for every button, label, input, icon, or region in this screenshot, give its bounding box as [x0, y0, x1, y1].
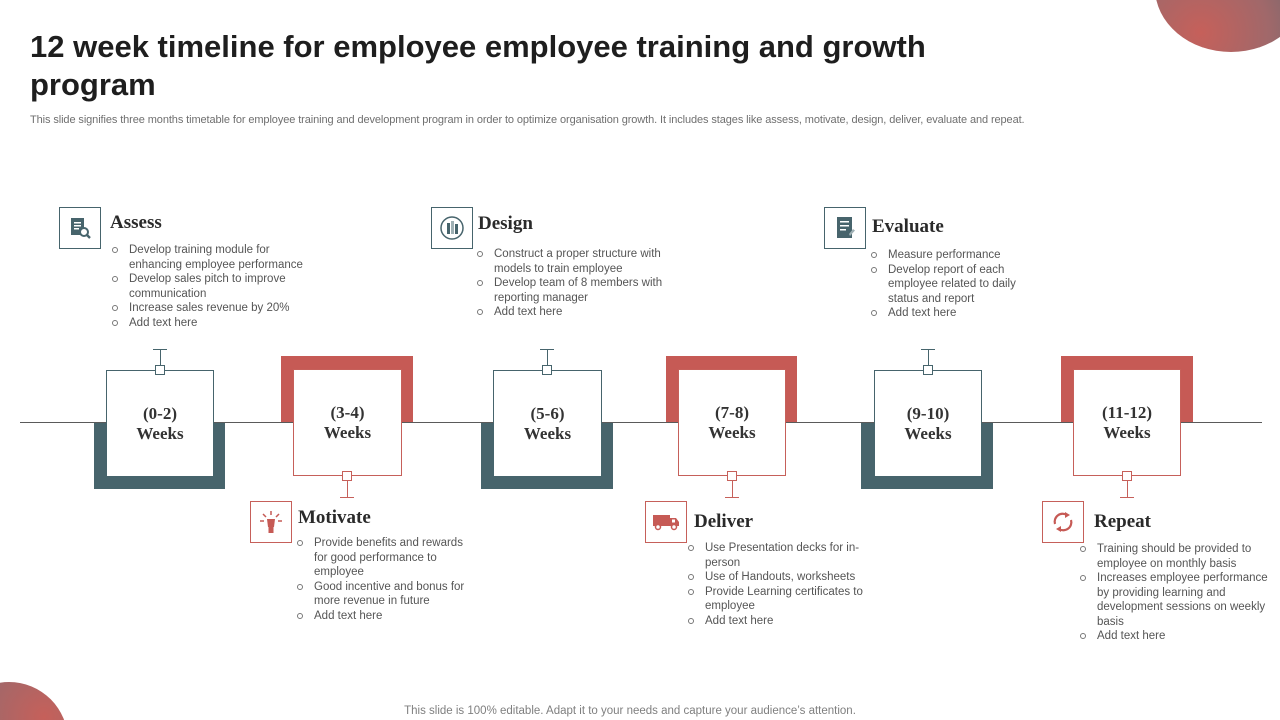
connector-knob	[155, 365, 165, 375]
stage-title-evaluate: Evaluate	[872, 216, 944, 237]
list-item: Add text here	[1079, 629, 1269, 644]
list-item: Training should be provided to employee on monthly basis	[1079, 542, 1269, 571]
assess-icon-box	[59, 207, 101, 249]
week-range: (11-12)	[1101, 402, 1153, 422]
list-item: Add text here	[111, 316, 321, 331]
list-item: Increases employee performance by providing learning and development sessions on weekly basis	[1079, 571, 1269, 629]
stage-title-motivate: Motivate	[298, 507, 371, 528]
week-box-2	[293, 369, 402, 476]
connector-knob	[542, 365, 552, 375]
list-item: Develop report of each employee related to daily status and report	[870, 263, 1040, 307]
design-tools-icon	[439, 215, 465, 241]
connector-stem	[160, 349, 161, 366]
connector-knob	[727, 471, 737, 481]
raised-hand-icon	[258, 509, 284, 535]
week-range: (9-10)	[906, 403, 950, 423]
list-item: Good incentive and bonus for more revenue in future	[296, 580, 476, 609]
connector-knob	[923, 365, 933, 375]
list-item: Develop training module for enhancing employee performance	[111, 243, 321, 272]
motivate-bullets	[296, 536, 476, 623]
motivate-icon-box	[250, 501, 292, 543]
week-box-3	[493, 370, 602, 477]
repeat-arrows-icon	[1049, 508, 1077, 536]
evaluate-icon-box	[824, 207, 866, 249]
week-unit: Weeks	[708, 422, 756, 442]
week-unit: Weeks	[323, 422, 372, 442]
connector-stem	[347, 481, 348, 498]
slide-subtitle: This slide signifies three months timetable for employee training and development program in order to optimize organisation growth. It includes stages like assess, motivate, design, deliver, evaluate and repeat.	[30, 114, 1025, 126]
slide-title: 12 week timeline for employee employee training and growth program	[30, 29, 926, 102]
list-item: Provide Learning certificates to employee	[687, 585, 877, 614]
week-range: (5-6)	[530, 403, 565, 423]
deliver-icon-box	[645, 501, 687, 543]
week-unit: Weeks	[523, 423, 572, 443]
stage-title-repeat: Repeat	[1094, 511, 1151, 532]
design-icon-box	[431, 207, 473, 249]
document-search-icon	[67, 215, 93, 241]
list-item: Use of Handouts, worksheets	[687, 570, 877, 585]
week-box-5	[874, 370, 982, 477]
connector-knob	[342, 471, 352, 481]
connector-stem	[928, 349, 929, 366]
list-item: Add text here	[687, 614, 877, 629]
list-item: Provide benefits and rewards for good performance to employee	[296, 536, 476, 580]
week-unit: Weeks	[136, 423, 184, 443]
list-item: Develop sales pitch to improve communication	[111, 272, 321, 301]
stage-title-deliver: Deliver	[694, 511, 754, 532]
design-bullets	[476, 247, 666, 320]
list-item: Increase sales revenue by 20%	[111, 301, 321, 316]
connector-cap	[1120, 497, 1134, 498]
week-box-6	[1073, 369, 1181, 476]
week-box-1	[106, 370, 214, 477]
delivery-truck-icon	[651, 512, 681, 532]
deliver-bullets	[687, 541, 877, 628]
checklist-icon	[832, 215, 858, 241]
assess-bullets	[111, 243, 321, 330]
connector-knob	[1122, 471, 1132, 481]
footer-note: This slide is 100% editable. Adapt it to your needs and capture your audience’s attention.	[404, 705, 856, 717]
connector-cap	[340, 497, 354, 498]
list-item: Construct a proper structure with models to train employee	[476, 247, 666, 276]
week-box-4	[678, 369, 786, 476]
week-range: (0-2)	[143, 403, 177, 423]
list-item: Add text here	[296, 609, 476, 624]
evaluate-bullets	[870, 248, 1040, 321]
connector-cap	[725, 497, 739, 498]
repeat-icon-box	[1042, 501, 1084, 543]
list-item: Add text here	[870, 306, 1040, 321]
repeat-bullets	[1079, 542, 1269, 644]
connector-stem	[732, 481, 733, 498]
stage-title-design: Design	[478, 213, 533, 234]
stage-title-assess: Assess	[110, 212, 162, 233]
week-range: (7-8)	[715, 402, 749, 422]
week-unit: Weeks	[1103, 422, 1151, 442]
connector-stem	[547, 349, 548, 366]
list-item: Develop team of 8 members with reporting manager	[476, 276, 666, 305]
corner-decoration-top-right	[1155, 0, 1280, 52]
list-item: Add text here	[476, 305, 666, 320]
list-item: Measure performance	[870, 248, 1040, 263]
week-unit: Weeks	[904, 423, 952, 443]
connector-stem	[1127, 481, 1128, 498]
week-range: (3-4)	[330, 402, 365, 422]
list-item: Use Presentation decks for in-person	[687, 541, 877, 570]
